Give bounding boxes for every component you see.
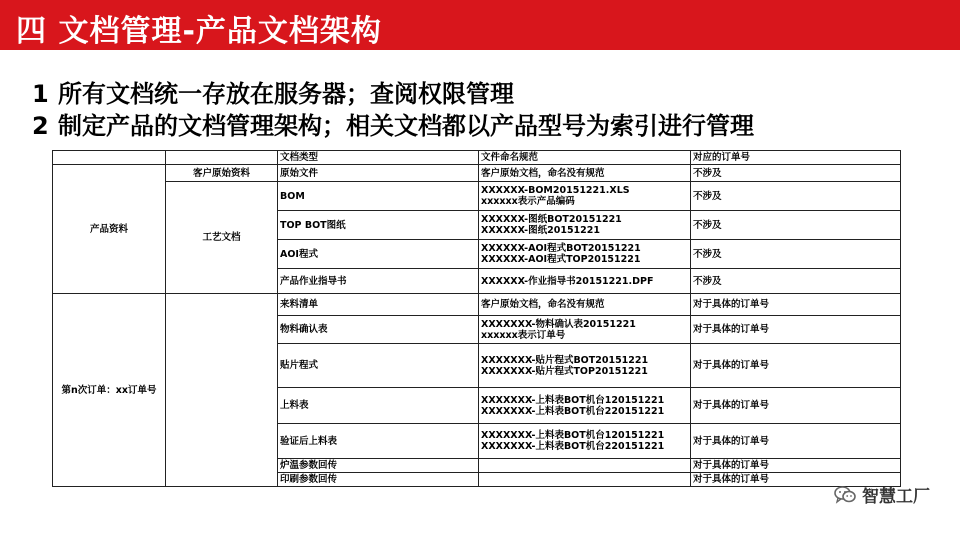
header-cell-type: 文档类型 — [278, 151, 479, 165]
naming-cell: XXXXXXX-贴片程式BOT20151221 XXXXXXX-贴片程式TOP20151221 — [479, 344, 691, 388]
type-cell: 印刷参数回传 — [278, 473, 479, 487]
order-cell: 对于具体的订单号 — [691, 424, 901, 459]
order-cell: 不涉及 — [691, 165, 901, 182]
order-cell: 对于具体的订单号 — [691, 344, 901, 388]
table-row — [53, 165, 901, 182]
group-cell-product-data: 产品资料 — [53, 165, 166, 294]
subgroup-cell-customer: 客户原始资料 — [166, 165, 278, 182]
page-title: 四 文档管理-产品文档架构 — [16, 14, 382, 49]
bullet-list — [32, 78, 754, 142]
header-cell-group — [53, 151, 166, 165]
naming-cell — [479, 459, 691, 473]
order-cell: 不涉及 — [691, 182, 901, 211]
subgroup-cell-process: 工艺文档 — [166, 182, 278, 294]
naming-cell: XXXXXX-作业指导书20151221.DPF — [479, 269, 691, 294]
type-cell: AOI程式 — [278, 240, 479, 269]
bullet-text: 制定产品的文档管理架构；相关文档都以产品型号为索引进行管理 — [58, 112, 754, 140]
order-cell: 对于具体的订单号 — [691, 473, 901, 487]
type-cell: 上料表 — [278, 388, 479, 424]
naming-cell: XXXXXX-AOI程式BOT20151221 XXXXXX-AOI程式TOP20151221 — [479, 240, 691, 269]
naming-cell: XXXXXX-BOM20151221.XLS xxxxxx表示产品编码 — [479, 182, 691, 211]
table-header-row — [53, 151, 901, 165]
type-cell: BOM — [278, 182, 479, 211]
order-cell: 不涉及 — [691, 269, 901, 294]
type-cell: 贴片程式 — [278, 344, 479, 388]
order-cell: 不涉及 — [691, 240, 901, 269]
naming-cell: XXXXXXX-上料表BOT机台120151221 XXXXXXX-上料表BOT机台220151221 — [479, 424, 691, 459]
watermark-text: 智慧工厂 — [862, 487, 930, 507]
watermark — [834, 482, 930, 507]
bullet-item — [32, 110, 754, 142]
naming-cell: XXXXXXX-物料确认表20151221 xxxxxx表示订单号 — [479, 316, 691, 344]
type-cell: 炉温参数回传 — [278, 459, 479, 473]
bullet-number: 1 — [32, 80, 49, 108]
table-row — [53, 182, 901, 211]
order-cell: 对于具体的订单号 — [691, 294, 901, 316]
naming-cell: XXXXXX-图纸BOT20151221 XXXXXX-图纸20151221 — [479, 211, 691, 240]
type-cell: 原始文件 — [278, 165, 479, 182]
bullet-item — [32, 78, 754, 110]
naming-cell: 客户原始文档，命名没有规范 — [479, 165, 691, 182]
table-row — [53, 294, 901, 316]
naming-cell — [479, 473, 691, 487]
type-cell: 验证后上料表 — [278, 424, 479, 459]
order-cell: 不涉及 — [691, 211, 901, 240]
type-cell: 产品作业指导书 — [278, 269, 479, 294]
header-cell-order: 对应的订单号 — [691, 151, 901, 165]
bullet-text: 所有文档统一存放在服务器；查阅权限管理 — [58, 80, 514, 108]
header-cell-subgroup — [166, 151, 278, 165]
group-cell-order: 第n次订单：xx订单号 — [53, 294, 166, 487]
order-cell: 对于具体的订单号 — [691, 459, 901, 473]
type-cell: TOP BOT图纸 — [278, 211, 479, 240]
order-cell: 对于具体的订单号 — [691, 388, 901, 424]
naming-cell: XXXXXXX-上料表BOT机台120151221 XXXXXXX-上料表BOT机台220151221 — [479, 388, 691, 424]
wechat-icon — [834, 486, 856, 504]
bullet-number: 2 — [32, 112, 49, 140]
type-cell: 物料确认表 — [278, 316, 479, 344]
naming-cell: 客户原始文档，命名没有规范 — [479, 294, 691, 316]
header-cell-naming: 文件命名规范 — [479, 151, 691, 165]
type-cell: 来料清单 — [278, 294, 479, 316]
order-cell: 对于具体的订单号 — [691, 316, 901, 344]
document-architecture-table — [52, 150, 901, 487]
subgroup-cell-empty — [166, 294, 278, 487]
title-bar — [0, 0, 960, 50]
